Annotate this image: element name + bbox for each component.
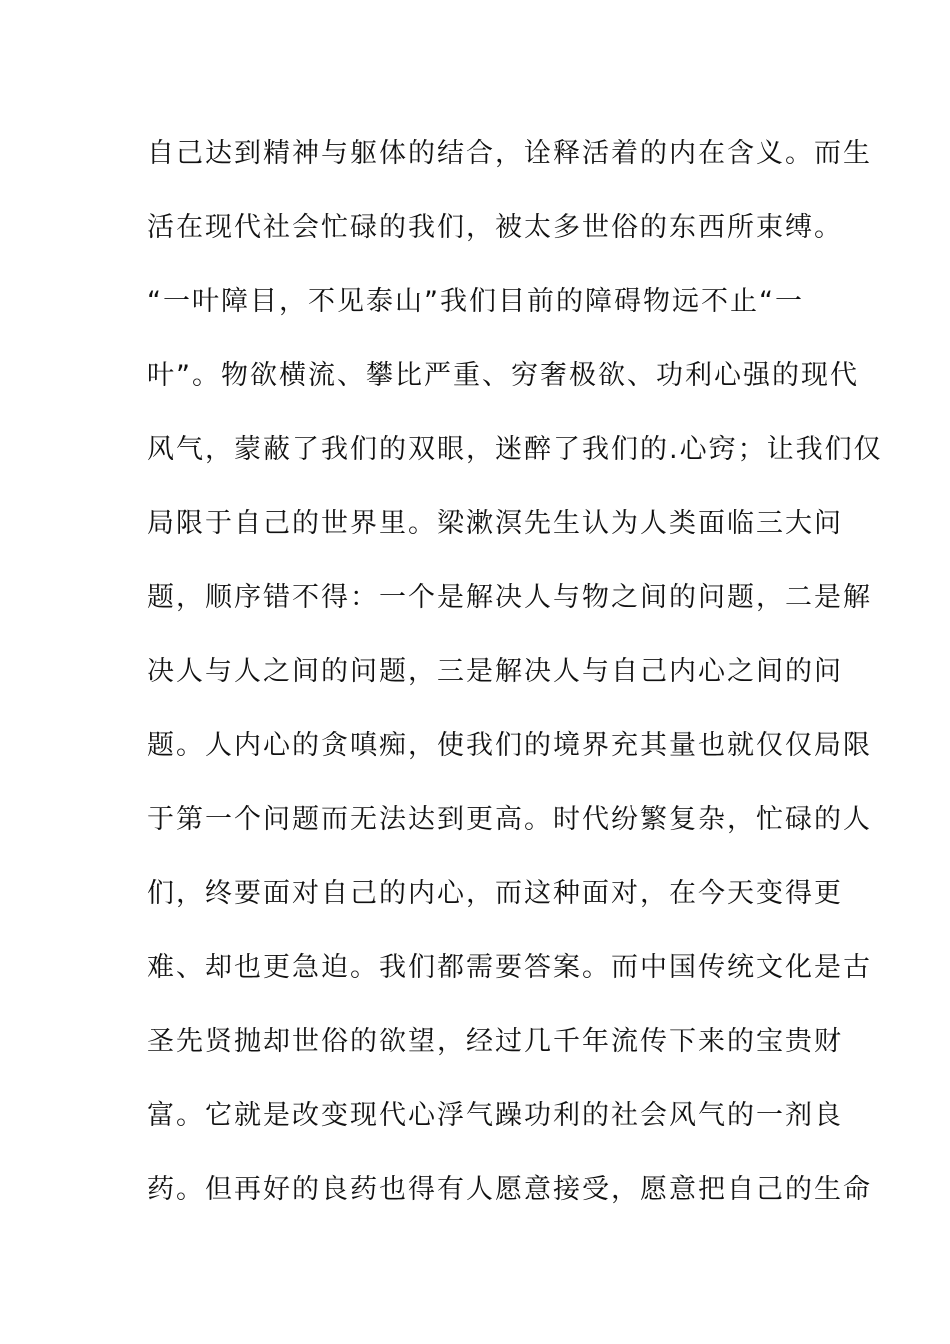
text-line: “一叶障目，不见泰山”我们目前的障碍物远不止“一 — [147, 286, 804, 317]
text-line: 们，终要面对自己的内心，而这种面对，在今天变得更 — [147, 878, 843, 909]
text-line: 题。人内心的贪嗔痴，使我们的境界充其量也就仅仅局限 — [147, 730, 872, 761]
text-line: 自己达到精神与躯体的结合，诠释活着的内在含义。而生 — [147, 138, 872, 169]
text-line: 药。但再好的良药也得有人愿意接受，愿意把自己的生命 — [147, 1174, 872, 1205]
text-line: 难、却也更急迫。我们都需要答案。而中国传统文化是古 — [147, 952, 872, 983]
body-text — [147, 134, 883, 1244]
text-line: 圣先贤抛却世俗的欲望，经过几千年流传下来的宝贵财 — [147, 1026, 843, 1057]
text-line: 叶”。物欲横流、攀比严重、穷奢极欲、功利心强的现代 — [147, 360, 859, 391]
text-line: 风气，蒙蔽了我们的双眼，迷醉了我们的.心窍；让我们仅 — [147, 434, 883, 465]
text-line: 富。它就是改变现代心浮气躁功利的社会风气的一剂良 — [147, 1100, 843, 1131]
text-line: 题，顺序错不得：一个是解决人与物之间的问题，二是解 — [147, 582, 872, 613]
text-line: 活在现代社会忙碌的我们，被太多世俗的东西所束缚。 — [147, 212, 843, 243]
text-line: 局限于自己的世界里。梁漱溟先生认为人类面临三大问 — [147, 508, 843, 539]
text-line: 于第一个问题而无法达到更高。时代纷繁复杂，忙碌的人 — [147, 804, 872, 835]
text-line: 决人与人之间的问题，三是解决人与自己内心之间的问 — [147, 656, 843, 687]
